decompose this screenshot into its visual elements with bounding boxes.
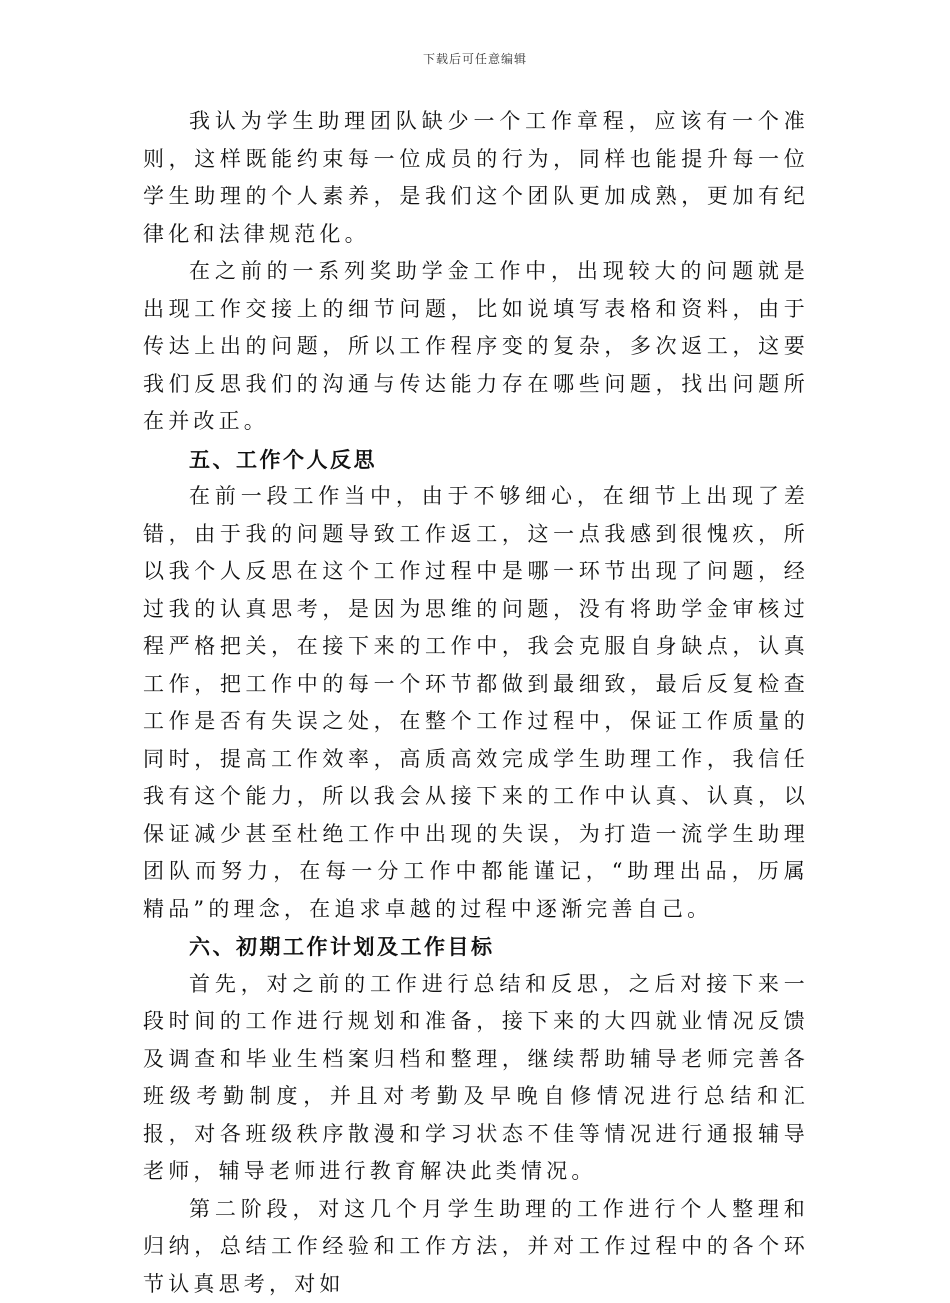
section-heading-work-plan: 六、初期工作计划及工作目标	[143, 928, 809, 966]
paragraph-team-charter: 我认为学生助理团队缺少一个工作章程，应该有一个准则，这样既能约束每一位成员的行为，同样也能提升每一位学生助理的个人素养，是我们这个团队更加成熟，更加有纪律化和法律规范化。	[143, 103, 809, 253]
paragraph-plan-second-stage: 第二阶段，对这几个月学生助理的工作进行个人整理和归纳，总结工作经验和工作方法，并对工作过程中的各个环节认真思考，对如	[143, 1191, 809, 1303]
section-heading-personal-reflection: 五、工作个人反思	[143, 441, 809, 479]
document-body	[143, 103, 809, 1303]
page-header: 下载后可任意编辑	[0, 50, 950, 67]
paragraph-plan-first-stage: 首先，对之前的工作进行总结和反思，之后对接下来一段时间的工作进行规划和准备，接下来的大四就业情况反馈及调查和毕业生档案归档和整理，继续帮助辅导老师完善各班级考勤制度，并且对考勤及早晚自修情况进行总结和汇报，对各班级秩序散漫和学习状态不佳等情况进行通报辅导老师，辅导老师进行教育解决此类情况。	[143, 966, 809, 1191]
paragraph-handover-issues: 在之前的一系列奖助学金工作中，出现较大的问题就是出现工作交接上的细节问题，比如说填写表格和资料，由于传达上出的问题，所以工作程序变的复杂，多次返工，这要我们反思我们的沟通与传达能力存在哪些问题，找出问题所在并改正。	[143, 253, 809, 441]
paragraph-personal-reflection: 在前一段工作当中，由于不够细心，在细节上出现了差错，由于我的问题导致工作返工，这一点我感到很愧疚，所以我个人反思在这个工作过程中是哪一环节出现了问题，经过我的认真思考，是因为思维的问题，没有将助学金审核过程严格把关，在接下来的工作中，我会克服自身缺点，认真工作，把工作中的每一个环节都做到最细致，最后反复检查工作是否有失误之处，在整个工作过程中，保证工作质量的同时，提高工作效率，高质高效完成学生助理工作，我信任我有这个能力，所以我会从接下来的工作中认真、认真，以保证减少甚至杜绝工作中出现的失误，为打造一流学生助理团队而努力，在每一分工作中都能谨记，“助理出品，历属精品”的理念，在追求卓越的过程中逐渐完善自己。	[143, 478, 809, 928]
